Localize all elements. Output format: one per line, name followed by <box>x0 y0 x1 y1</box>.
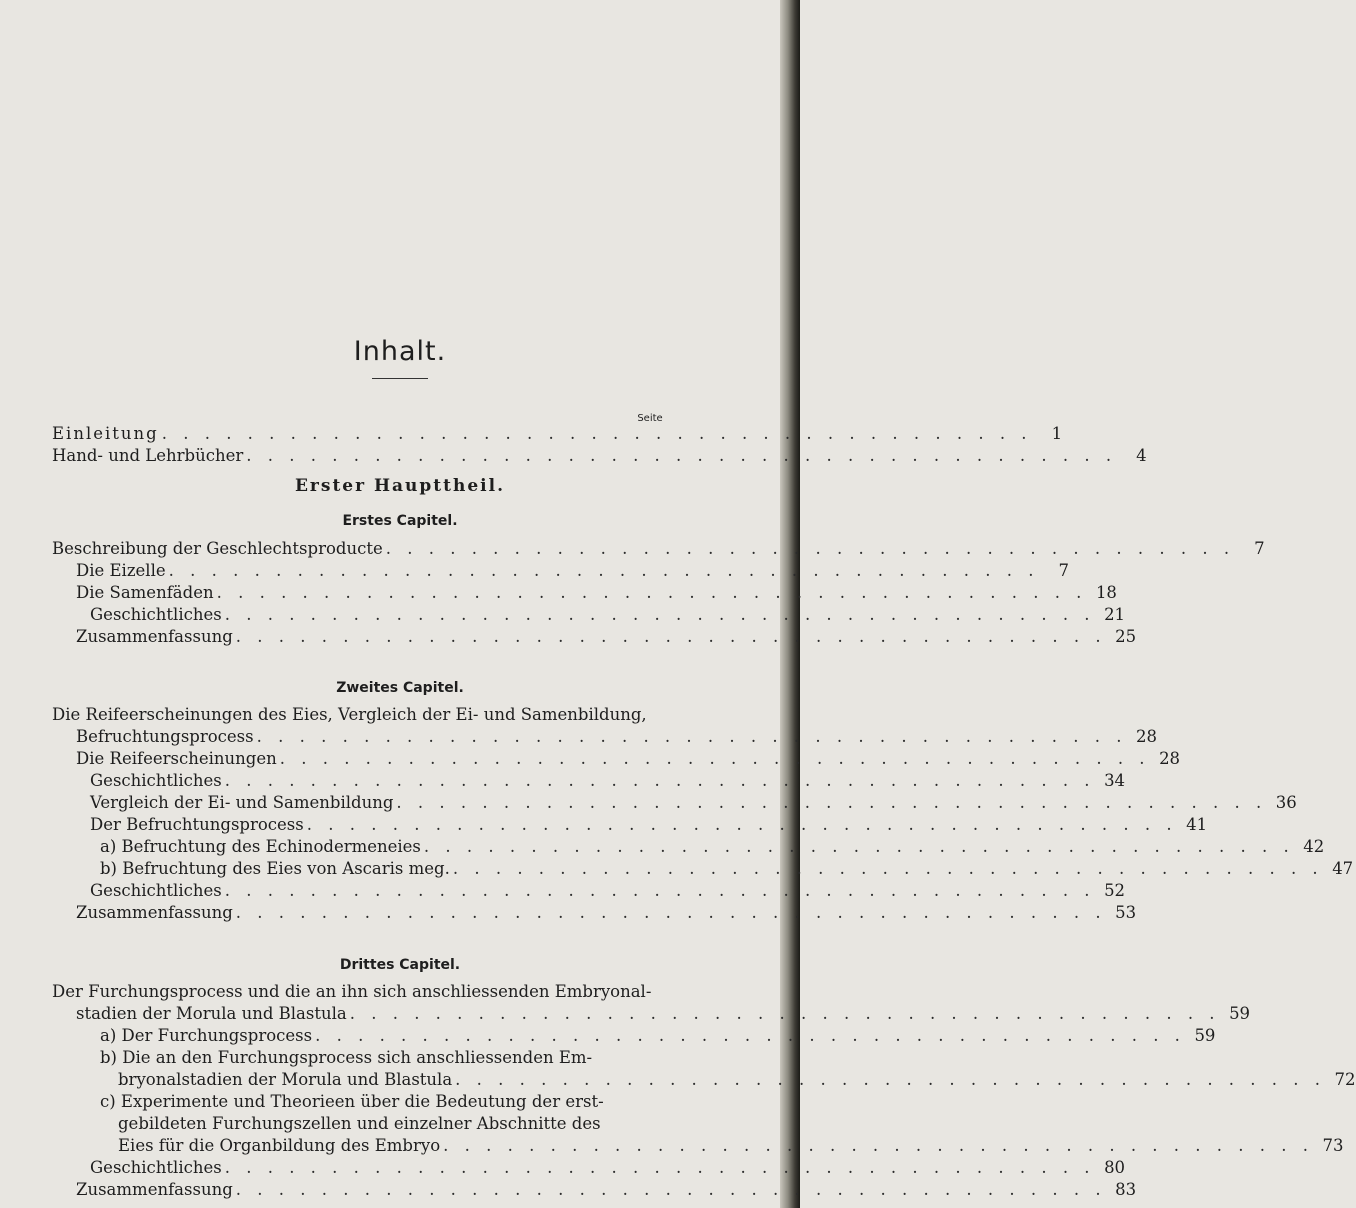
toc-label: bryonalstadien der Morula und Blastula <box>118 1070 453 1089</box>
toc-label: Der Befruchtungsprocess <box>90 815 304 834</box>
toc-label: Hand- und Lehrbücher <box>52 446 244 465</box>
leader-dots: . . . . . . . . . . . . . . . . . . . . . . . . . . . . . . . . . . . . . . . . <box>385 539 1235 558</box>
toc-page-number: 72 <box>1334 1070 1356 1089</box>
leader-dots: . . . . . . . . . . . . . . . . . . . . . . . . . . . . . . . . . . . . . . . . . <box>256 727 1127 746</box>
toc-page-number: 28 <box>1159 749 1181 768</box>
toc-page-number: 83 <box>1115 1180 1137 1199</box>
toc-label: Befruchtungsprocess <box>76 727 254 746</box>
toc-entry[interactable] <box>76 902 1137 924</box>
toc-label: Eies für die Organbildung des Embryo <box>118 1136 441 1155</box>
leader-dots: . . . . . . . . . . . . . . . . . . . . . . . . . . . . . . . . . . . . . . . . . <box>349 1004 1221 1023</box>
toc-page-number: 53 <box>1115 903 1137 922</box>
toc-label: stadien der Morula und Blastula <box>76 1004 347 1023</box>
toc-text-line: Der Furchungsprocess und die an ihn sich anschliessenden Embryonal- <box>52 982 652 1001</box>
leader-dots: . . . . . . . . . . . . . . . . . . . . . . . . . . . . . . . . . . . . . . . . . <box>443 1136 1314 1155</box>
toc-page-number: 73 <box>1322 1136 1344 1155</box>
toc-entry[interactable] <box>118 1069 1356 1091</box>
toc-label: a) Der Furchungsprocess <box>100 1026 313 1045</box>
toc-label: Geschichtliches <box>90 1158 222 1177</box>
toc-page-number: 59 <box>1229 1004 1251 1023</box>
toc-text-line: Die Reifeerscheinungen des Eies, Vergleich der Ei- und Samenbildung, <box>52 705 647 724</box>
leader-dots: . . . . . . . . . . . . . . . . . . . . . . . . . . . . . . . . . . . . . . . . . <box>452 859 1324 878</box>
toc-page-number: 4 <box>1136 446 1147 465</box>
toc-page-number: 42 <box>1303 837 1325 856</box>
toc-label: Vergleich der Ei- und Samenbildung <box>90 793 394 812</box>
leader-dots: . . . . . . . . . . . . . . . . . . . . . . . . . . . . . . . . . . . . . . . . . <box>224 605 1096 624</box>
toc-entry[interactable] <box>90 604 1126 626</box>
leader-dots: . . . . . . . . . . . . . . . . . . . . . . . . . . . . . . . . . . . . . . . . . <box>246 446 1117 465</box>
leader-dots: . . . . . . . . . . . . . . . . . . . . . . . . . . . . . . . . . . . . . . . . . <box>455 1070 1326 1089</box>
toc-page-number: 41 <box>1186 815 1208 834</box>
toc-entry[interactable] <box>52 538 1265 560</box>
toc-entry[interactable] <box>76 560 1069 582</box>
toc-page-number: 59 <box>1194 1026 1216 1045</box>
toc-label: Geschichtliches <box>90 771 222 790</box>
toc-entry[interactable] <box>100 836 1325 858</box>
toc-page-number: 52 <box>1104 881 1126 900</box>
toc-entry[interactable] <box>100 858 1354 880</box>
toc-entry[interactable] <box>76 1003 1251 1025</box>
toc-page-number: 1 <box>1051 424 1063 443</box>
toc-entry[interactable] <box>76 748 1181 770</box>
leader-dots: . . . . . . . . . . . . . . . . . . . . . . . . . . . . . . . . . . . . . . . . . <box>168 561 1039 580</box>
chapter-heading-3: Drittes Capitel. <box>339 957 461 973</box>
toc-label: Einleitung <box>52 424 159 443</box>
leader-dots: . . . . . . . . . . . . . . . . . . . . . . . . . . . . . . . . . . . . . . . . . <box>224 771 1096 790</box>
toc-label: a) Befruchtung des Echinodermeneies <box>100 837 421 856</box>
toc-entry-einleitung[interactable] <box>52 423 1063 445</box>
leader-dots: . . . . . . . . . . . . . . . . . . . . . . . . . . . . . . . . . . . . . . . . . <box>235 1180 1107 1199</box>
toc-entry[interactable] <box>118 1135 1344 1157</box>
toc-label: Beschreibung der Geschlechtsproducte <box>52 539 383 558</box>
toc-text-line: c) Experimente und Theorieen über die Bedeutung der erst- <box>100 1092 604 1111</box>
page-title: Inhalt. <box>353 336 447 367</box>
toc-page-number: 28 <box>1135 727 1157 746</box>
toc-entry-lehrbuecher[interactable] <box>52 445 1147 467</box>
leader-dots: . . . . . . . . . . . . . . . . . . . . . . . . . . . . . . . . . . . . . . . . . <box>396 793 1267 812</box>
leader-dots: . . . . . . . . . . . . . . . . . . . . . . . . . . . . . . . . . . . . . . . . . <box>235 903 1107 922</box>
toc-entry[interactable] <box>90 770 1126 792</box>
chapter-heading-2: Zweites Capitel. <box>336 680 464 696</box>
toc-label: Geschichtliches <box>90 881 222 900</box>
part-heading: Erster Haupttheil. <box>294 476 506 496</box>
toc-entry[interactable] <box>90 1157 1126 1179</box>
title-divider <box>372 378 428 379</box>
seite-label: Seite <box>637 413 663 424</box>
toc-page-number: 18 <box>1095 583 1117 602</box>
toc-label: b) Befruchtung des Eies von Ascaris meg. <box>100 859 450 878</box>
toc-label: Die Reifeerscheinungen <box>76 749 277 768</box>
toc-entry[interactable] <box>100 1025 1216 1047</box>
toc-page-number: 80 <box>1104 1158 1126 1177</box>
toc-page-number: 25 <box>1115 627 1137 646</box>
toc-text-line: gebildeten Furchungszellen und einzelner Abschnitte des <box>118 1114 601 1133</box>
toc-entry[interactable] <box>76 626 1137 648</box>
toc-page-number: 36 <box>1275 793 1297 812</box>
leader-dots: . . . . . . . . . . . . . . . . . . . . . . . . . . . . . . . . . . . . . . . . . <box>315 1026 1186 1045</box>
toc-label: Zusammenfassung <box>76 627 233 646</box>
toc-entry[interactable] <box>76 1179 1137 1201</box>
toc-page-number: 21 <box>1104 605 1126 624</box>
toc-entry[interactable] <box>90 792 1297 814</box>
toc-entry[interactable] <box>76 726 1157 748</box>
toc-label: Die Samenfäden <box>76 583 214 602</box>
toc-page-number: 34 <box>1104 771 1126 790</box>
toc-entry[interactable] <box>90 880 1126 902</box>
toc-page-number: 47 <box>1332 859 1354 878</box>
leader-dots: . . . . . . . . . . . . . . . . . . . . . . . . . . . . . . . . . . . . . . . . . <box>306 815 1178 834</box>
toc-label: Zusammenfassung <box>76 1180 233 1199</box>
leader-dots: . . . . . . . . . . . . . . . . . . . . . . . . . . . . . . . . . . . . . . . . . <box>161 424 1033 443</box>
toc-entry[interactable] <box>76 582 1117 604</box>
toc-text-line: b) Die an den Furchungsprocess sich anschliessenden Em- <box>100 1048 593 1067</box>
leader-dots: . . . . . . . . . . . . . . . . . . . . . . . . . . . . . . . . . . . . . . . . . <box>235 627 1107 646</box>
leader-dots: . . . . . . . . . . . . . . . . . . . . . . . . . . . . . . . . . . . . . . . . . <box>224 1158 1096 1177</box>
leader-dots: . . . . . . . . . . . . . . . . . . . . . . . . . . . . . . . . . . . . . . . . . <box>216 583 1087 602</box>
toc-page-number: 7 <box>1058 561 1069 580</box>
leader-dots: . . . . . . . . . . . . . . . . . . . . . . . . . . . . . . . . . . . . . . . . . <box>423 837 1295 856</box>
toc-label: Zusammenfassung <box>76 903 233 922</box>
leader-dots: . . . . . . . . . . . . . . . . . . . . . . . . . . . . . . . . . . . . . . . . . <box>279 749 1151 768</box>
toc-label: Die Eizelle <box>76 561 166 580</box>
chapter-heading-1: Erstes Capitel. <box>342 513 458 529</box>
leader-dots: . . . . . . . . . . . . . . . . . . . . . . . . . . . . . . . . . . . . . . . . . <box>224 881 1096 900</box>
toc-label: Geschichtliches <box>90 605 222 624</box>
toc-page-number: 7 <box>1254 539 1265 558</box>
toc-entry[interactable] <box>90 814 1208 836</box>
